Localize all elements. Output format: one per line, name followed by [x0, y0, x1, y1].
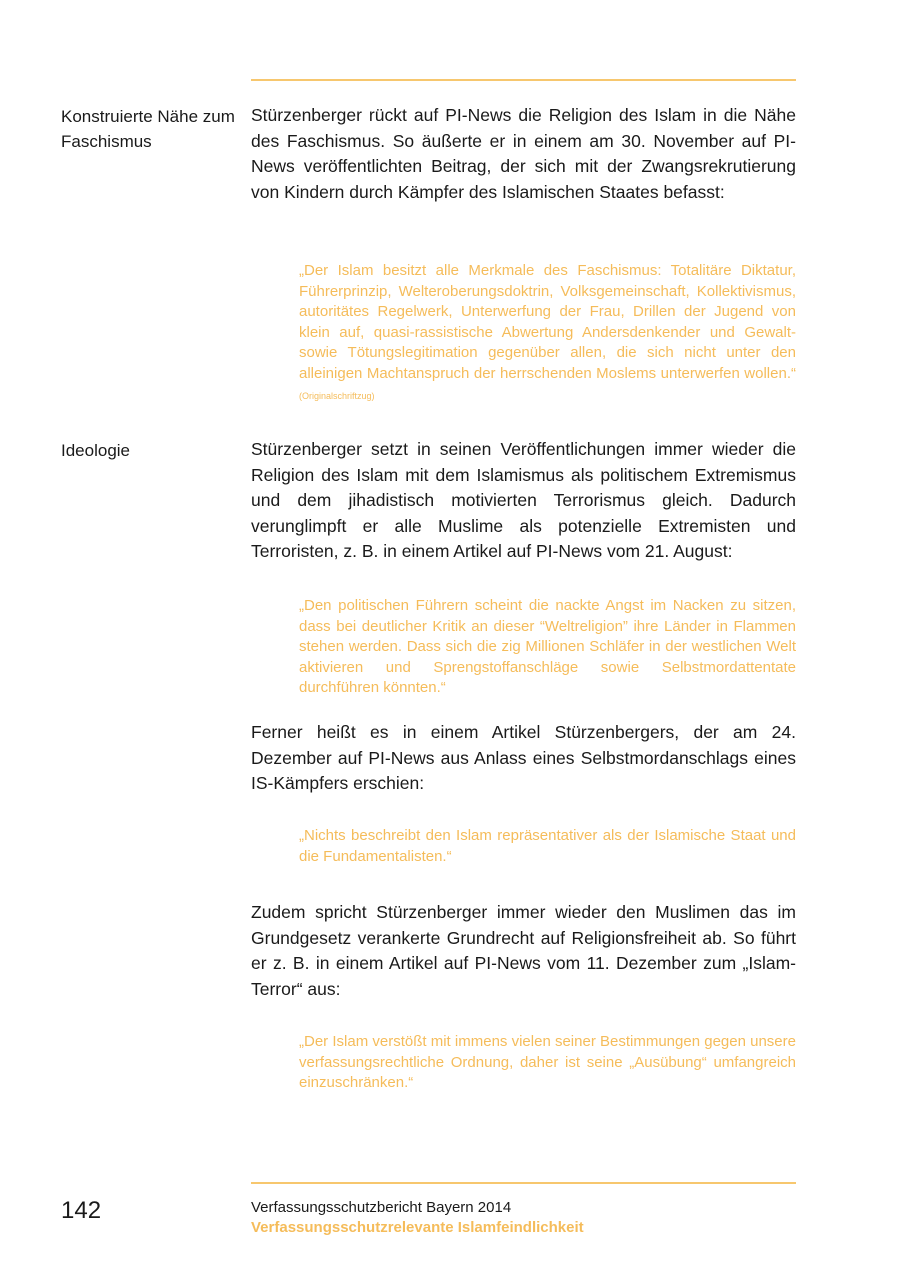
page-number: 142 — [61, 1197, 102, 1224]
footer-rule — [251, 1182, 796, 1184]
quote-selbstmordanschlag: „Nichts beschreibt den Islam repräsentativer als der Islamische Staat und die Fundamentalisten.“ — [299, 827, 796, 865]
paragraph-ideologie: Stürzenberger setzt in seinen Veröffentlichungen immer wieder die Religion des Islam mit dem Islamismus als politischem Extremismus und dem jihadistisch motivierten Terrorismus gleich. Dadurch verunglimpft er alle Muslime als potenzielle Extremisten und Terroristen, z. B. in einem Artikel auf PI-News vom 21. August: — [251, 439, 796, 561]
quote-ideologie: „Den politischen Führern scheint die nackte Angst im Nacken zu sitzen, dass bei deutlicher Kritik an dieser “Weltreligion” ihre Länder in Flammen stehen werden. Dass sich die zig Millionen Schläfer in der westlichen Welt aktivieren und Sprengstoffanschläge sowie Selbstmordattentate durchführen könnten.“ — [299, 597, 796, 697]
quote-text: „Der Islam besitzt alle Merkmale des Faschismus: Totalitäre Diktatur, Führerprinzip, Welteroberungsdoktrin, Volksgemeinschaft, Kollektivismus, autoritätes Regelwerk, Unterwerfung der Frau, Drillen der Jugend von klein auf, quasi-rassistische Abwertung Andersdenkender und Gewalt- sowie Tötungslegitimation gegenüber allen, die sich nicht unter den alleinigen Machtanspruch der herrschenden Moslems unterwerfen wollen.“ — [299, 262, 796, 382]
quote-religionsfreiheit: „Der Islam verstößt mit immens vielen seiner Bestimmungen gegen unsere verfassungsrechtliche Ordnung, daher ist seine „Ausübung“ umfangreich einzuschränken.“ — [299, 1033, 796, 1092]
chapter-title: Verfassungsschutzrelevante Islamfeindlichkeit — [251, 1219, 584, 1236]
side-label-ideologie: Ideologie — [61, 441, 131, 460]
paragraph-faschismus: Stürzenberger rückt auf PI-News die Religion des Islam in die Nähe des Faschismus. So äußerte er in einem am 30. November auf PI-News veröffentlichten Beitrag, der sich mit der Zwangsrekrutierung von Kindern durch Kämpfer des Islamischen Staates befasst: — [251, 105, 796, 202]
quote-note: (Originalschriftzug) — [299, 390, 375, 401]
side-label-faschismus: Konstruierte Nähe zum Faschismus — [61, 107, 235, 151]
report-title: Verfassungsschutzbericht Bayern 2014 — [251, 1199, 512, 1216]
paragraph-religionsfreiheit: Zudem spricht Stürzenberger immer wieder den Muslimen das im Grundgesetz verankerte Grundrecht auf Religionsfreiheit ab. So führt er z. B. in einem Artikel auf PI-News vom 11. Dezember zum „Islam-Terror“ aus: — [251, 902, 796, 999]
quote-faschismus — [299, 261, 796, 406]
paragraph-selbstmordanschlag: Ferner heißt es in einem Artikel Stürzenbergers, der am 24. Dezember auf PI-News aus Anlass eines Selbstmordanschlags eines IS-Kämpfers erschien: — [251, 722, 796, 793]
header-rule — [251, 79, 796, 81]
